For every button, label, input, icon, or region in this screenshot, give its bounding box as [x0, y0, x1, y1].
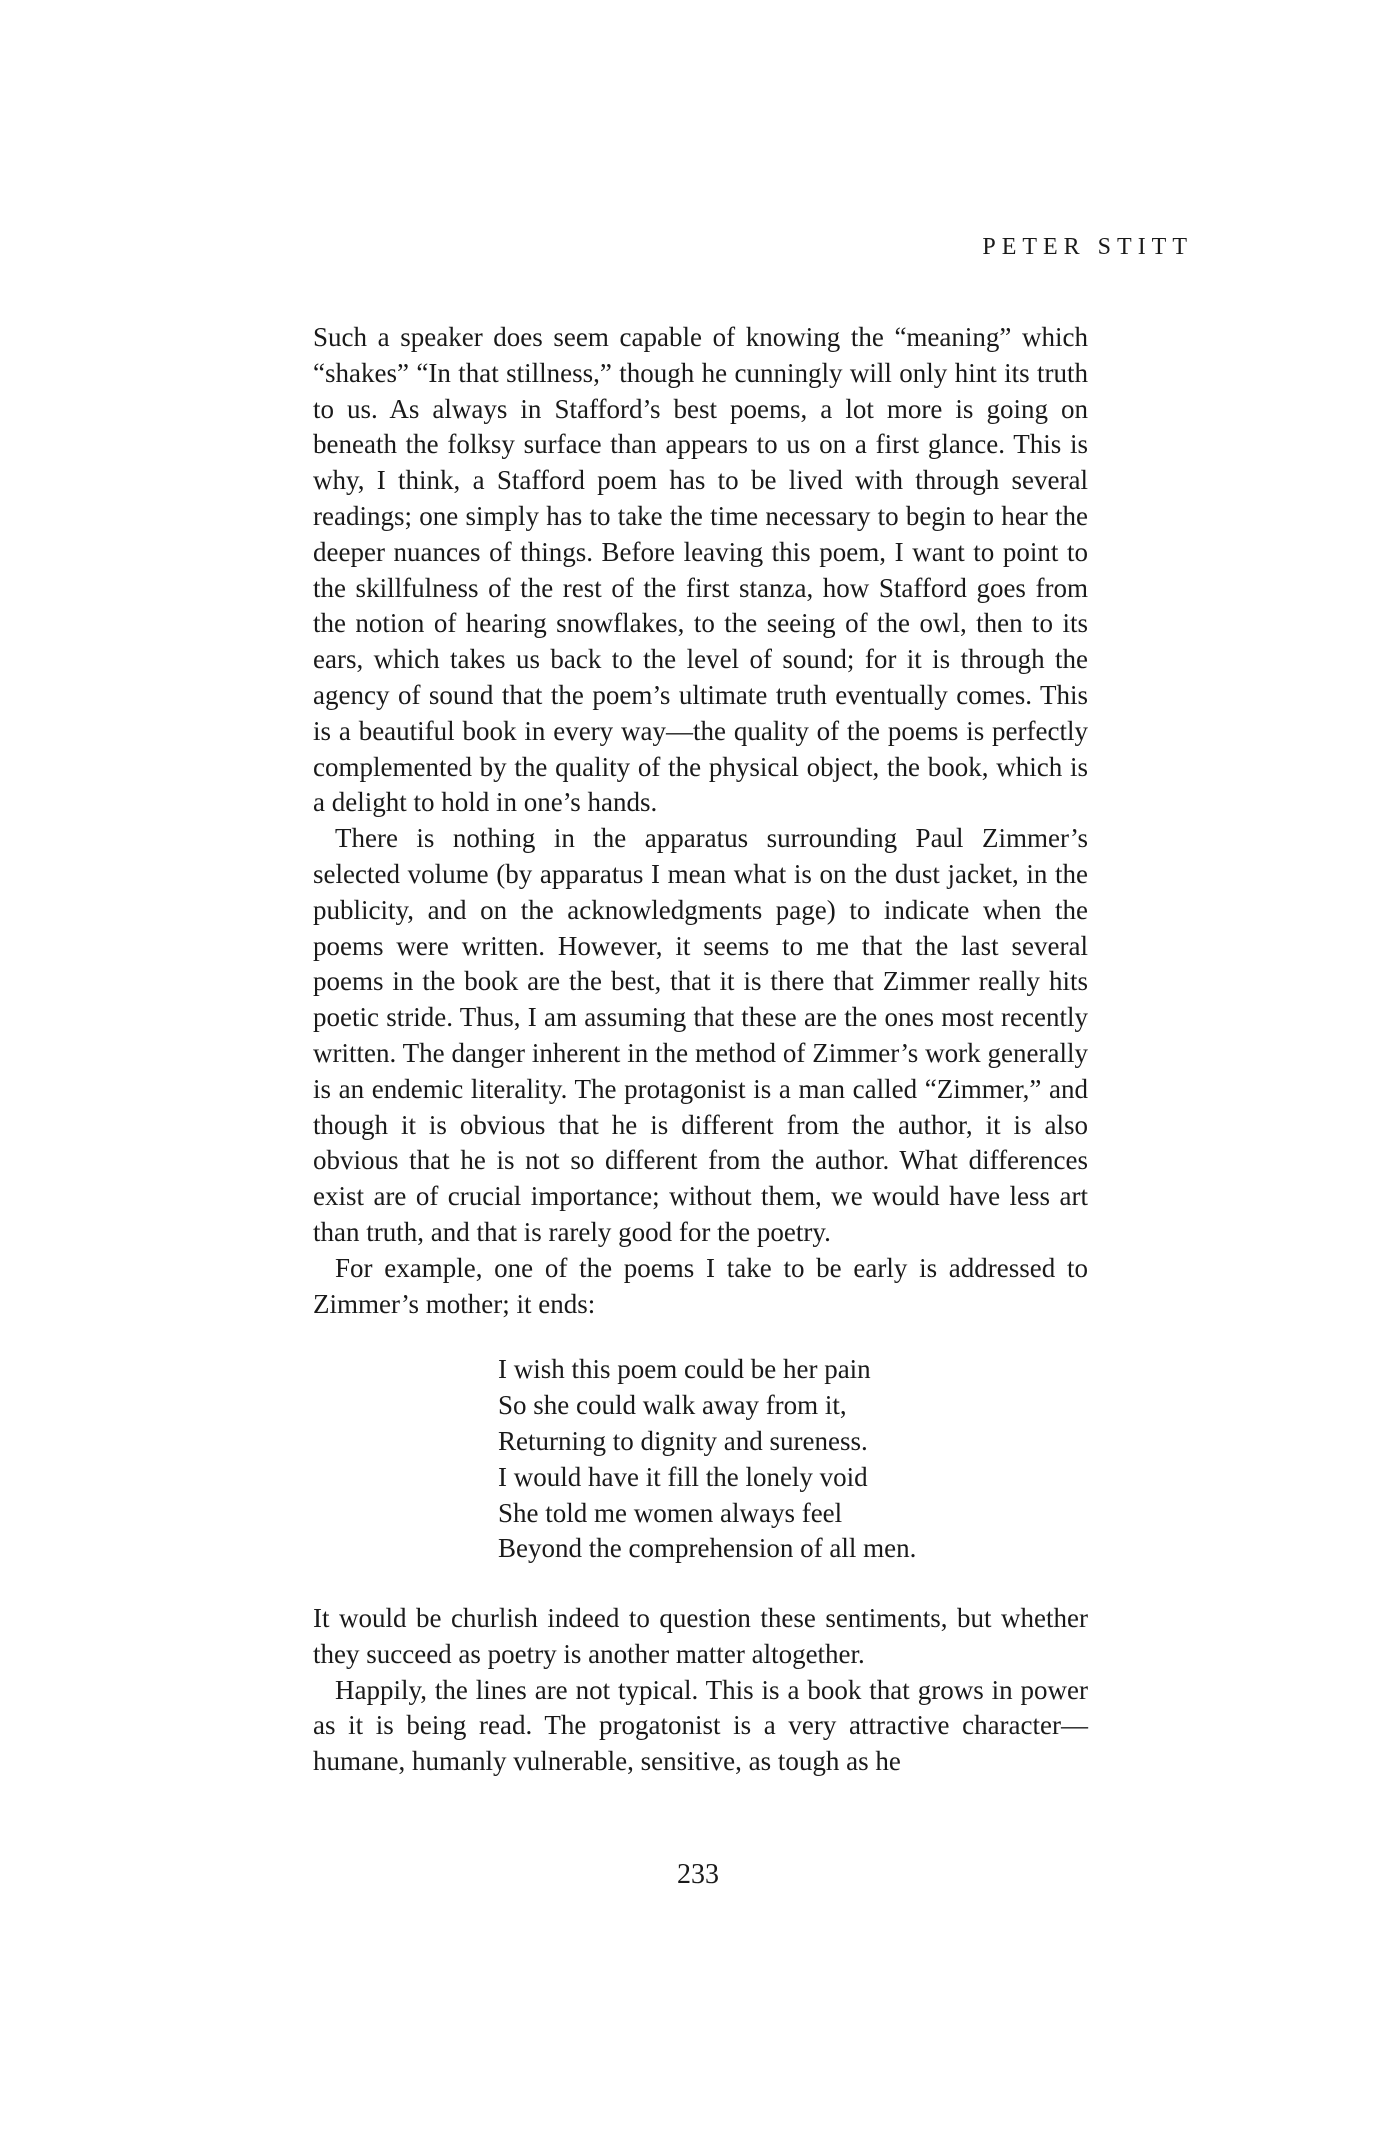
verse-quotation	[498, 1352, 1088, 1567]
verse-line: Beyond the comprehension of all men.	[498, 1533, 917, 1564]
page-number	[0, 1859, 1400, 1891]
verse-line: I wish this poem could be her pain	[498, 1354, 871, 1385]
page-number-text: 233	[677, 1859, 719, 1890]
paragraph: It would be churlish indeed to question these sentiments, but whether they succeed as poetry is another matter altogether.	[313, 1603, 1088, 1669]
paragraph: Happily, the lines are not typical. This is a book that grows in power as it is being read. The progatonist is a very attractive character—humane, humanly vulnerable, sensitive, as tough as he	[313, 1674, 1088, 1777]
running-head: PETER STITT	[982, 234, 1193, 260]
verse-line: I would have it fill the lonely void	[498, 1461, 868, 1492]
paragraph: For example, one of the poems I take to be early is addressed to Zimmer’s mother; it ends:	[313, 1252, 1088, 1319]
paragraph: There is nothing in the apparatus surrounding Paul Zimmer’s selected volume (by apparatus I mean what is on the dust jacket, in the publicity, and on the acknowledgments page) to indicate when the poems were written. However, it seems to me that the last several poems in the book are the best, that it is there that Zimmer really hits poetic stride. Thus, I am assuming that these are the ones most recently written. The danger inherent in the method of Zimmer’s work generally is an endemic literality. The protagonist is a man called “Zimmer,” and though it is obvious that he is different from the author, it is also obvious that he is not so different from the author. What differences exist are of crucial importance; without them, we would have less art than truth, and that is rarely good for the poetry.	[313, 823, 1088, 1247]
body-text	[313, 320, 1088, 1780]
verse-line: So she could walk away from it,	[498, 1390, 847, 1421]
verse-line: Returning to dignity and sureness.	[498, 1425, 868, 1456]
verse-line: She told me women always feel	[498, 1497, 843, 1528]
paragraph: Such a speaker does seem capable of knowing the “meaning” which “shakes” “In that stillness,” though he cunningly will only hint its truth to us. As always in Stafford’s best poems, a lot more is going on beneath the folksy surface than appears to us on a first glance. This is why, I think, a Stafford poem has to be lived with through several readings; one simply has to take the time necessary to begin to hear the deeper nuances of things. Before leaving this poem, I want to point to the skillfulness of the rest of the first stanza, how Stafford goes from the notion of hearing snowflakes, to the seeing of the owl, then to its ears, which takes us back to the level of sound; for it is through the agency of sound that the poem’s ultimate truth eventually comes. This is a beautiful book in every way—the quality of the poems is perfectly complemented by the quality of the physical object, the book, which is a delight to hold in one’s hands.	[313, 322, 1088, 818]
